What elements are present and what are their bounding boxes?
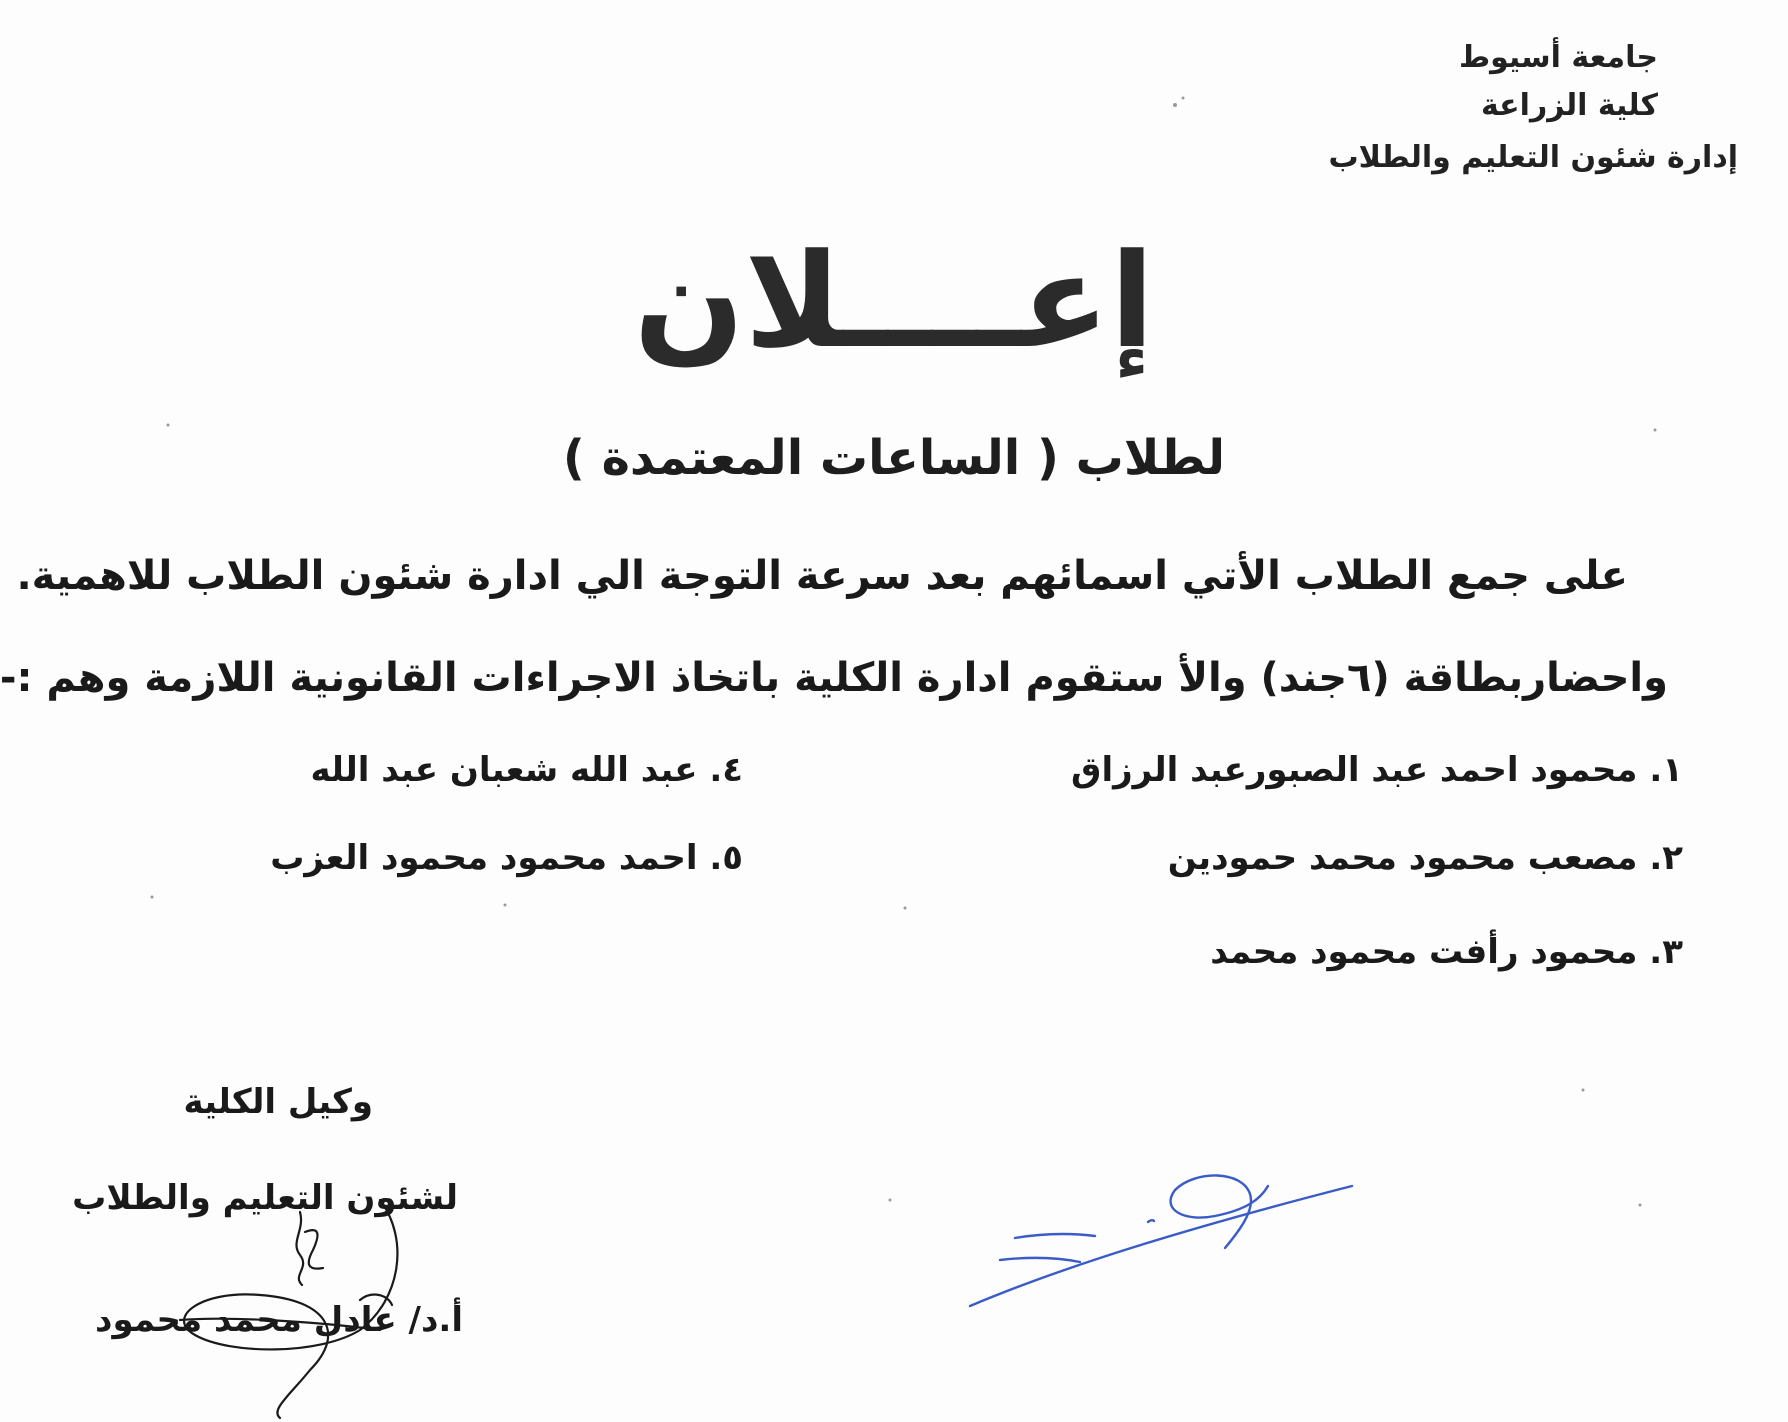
header-faculty: كلية الزراعة xyxy=(1480,88,1658,123)
student-item: ٤. عبد الله شعبان عبد الله xyxy=(310,750,743,790)
header-department: إدارة شئون التعليم والطلاب xyxy=(1328,140,1738,175)
announcement-title: إعــــلان xyxy=(633,225,1155,377)
signatory-title-line-1: وكيل الكلية xyxy=(183,1082,373,1122)
header-university: جامعة أسيوط xyxy=(1458,40,1658,75)
student-item: ١. محمود احمد عبد الصبورعبد الرزاق xyxy=(1071,750,1683,790)
signatory-name: أ.د/ عادل محمد محمود xyxy=(95,1300,463,1340)
signatory-title-line-2: لشئون التعليم والطلاب xyxy=(72,1178,458,1218)
announcement-subtitle: لطلاب ( الساعات المعتمدة ) xyxy=(562,430,1226,486)
student-item: ٢. مصعب محمود محمد حمودين xyxy=(1167,838,1683,878)
body-line-2: واحضاربطاقة (٦جند) والأ ستقوم ادارة الكلية باتخاذ الاجراءات القانونية اللازمة وهم :- xyxy=(0,655,1668,701)
student-item: ٣. محمود رأفت محمود محمد xyxy=(1210,932,1683,972)
body-line-1: على جمع الطلاب الأتي اسمائهم بعد سرعة التوجة الي ادارة شئون الطلاب للاهمية. xyxy=(16,553,1628,599)
student-item: ٥. احمد محمود محمود العزب xyxy=(270,838,743,878)
